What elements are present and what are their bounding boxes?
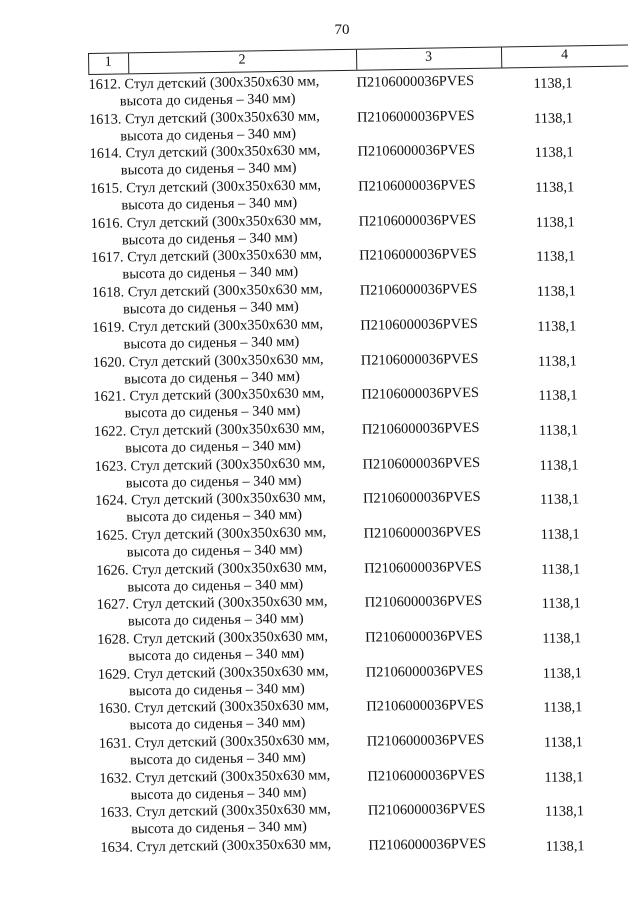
row-number: 1624. <box>94 492 128 510</box>
row-number: 1628. <box>97 631 130 648</box>
row-number: 1631. <box>98 735 132 752</box>
row-code: П2106000036PVES <box>367 801 486 820</box>
row-description-cell <box>92 281 363 319</box>
row-number: 1620. <box>92 353 126 371</box>
row-description-line2: высота до сиденья – 340 мм) <box>124 402 301 422</box>
row-description-line2: высота до сиденья – 340 мм) <box>125 472 302 492</box>
row-code: П2106000036PVES <box>360 350 479 369</box>
header-col-2: 2 <box>238 52 246 68</box>
table-body <box>88 69 640 875</box>
row-code: П2106000036PVES <box>363 523 482 542</box>
row-number: 1616. <box>90 215 124 232</box>
row-code: П2106000036PVES <box>356 72 475 91</box>
row-code: П2106000036PVES <box>361 385 480 403</box>
row-description-line2: высота до сиденья – 340 мм) <box>128 645 305 665</box>
row-price: 1138,1 <box>540 526 580 543</box>
row-number: 1619. <box>92 319 125 336</box>
row-price: 1138,1 <box>536 248 576 266</box>
row-price: 1138,1 <box>536 283 576 301</box>
row-description-line1: Стул детский (300х350х630 мм, <box>134 697 330 717</box>
row-description-line1: Стул детский (300х350х630 мм, <box>127 281 323 301</box>
row-description-line2: высота до сиденья – 340 мм) <box>122 298 299 318</box>
row-description-cell <box>98 697 369 735</box>
header-col-1: 1 <box>104 54 112 70</box>
row-description-line1: Стул детский (300х350х630 мм, <box>125 142 321 162</box>
row-price: 1138,1 <box>541 560 581 578</box>
row-code: П2106000036PVES <box>364 593 483 612</box>
row-description-cell <box>100 836 370 857</box>
row-description-line2: высота до сиденья – 340 мм) <box>129 715 306 734</box>
row-number: 1612. <box>88 76 122 93</box>
row-code: П2106000036PVES <box>366 731 485 750</box>
row-price: 1138,1 <box>539 491 580 509</box>
row-number: 1618. <box>91 284 125 302</box>
row-description-line2: высота до сиденья – 340 мм) <box>122 264 299 283</box>
row-description-line1: Стул детский (300х350х630 мм, <box>135 767 331 787</box>
row-price: 1138,1 <box>533 75 573 93</box>
row-code: П2106000036PVES <box>366 697 484 716</box>
row-number: 1625. <box>95 527 129 544</box>
row-description-cell <box>95 524 366 562</box>
row-description-cell <box>94 420 365 458</box>
row-code: П2106000036PVES <box>356 107 475 126</box>
row-code: П2106000036PVES <box>360 315 478 334</box>
row-price: 1138,1 <box>538 387 578 405</box>
row-description-cell <box>91 246 362 284</box>
row-number: 1623. <box>94 458 128 475</box>
row-code: П2106000036PVES <box>362 454 481 473</box>
row-code: П2106000036PVES <box>361 419 480 438</box>
row-description-line2: высота до сиденья – 340 мм) <box>128 680 305 700</box>
row-number: 1630. <box>98 700 131 718</box>
row-description-line1: Стул детский (300х350х630 мм, <box>136 836 332 856</box>
row-description-cell <box>89 142 360 180</box>
row-price: 1138,1 <box>543 699 583 717</box>
row-description-cell <box>88 73 359 111</box>
row-description-line1: Стул детский (300х350х630 мм, <box>128 316 324 336</box>
row-price: 1138,1 <box>535 214 575 231</box>
row-number: 1621. <box>93 388 126 406</box>
row-code: П2106000036PVES <box>364 558 482 577</box>
row-description-cell <box>90 177 361 215</box>
row-description-cell <box>93 350 364 388</box>
row-number: 1632. <box>99 770 132 787</box>
row-description-line2: высота до сиденья – 340 мм) <box>121 194 298 214</box>
row-number: 1633. <box>99 804 133 822</box>
row-description-line2: высота до сиденья – 340 мм) <box>123 368 300 387</box>
row-description-line2: высота до сиденья – 340 мм) <box>119 90 296 110</box>
row-code: П2106000036PVES <box>367 766 486 785</box>
row-price: 1138,1 <box>534 144 574 162</box>
row-description-line2: высота до сиденья – 340 мм) <box>125 437 302 457</box>
row-number: 1627. <box>96 596 130 614</box>
row-code: П2106000036PVES <box>365 627 483 646</box>
row-number: 1622. <box>93 423 127 440</box>
row-price: 1138,1 <box>533 110 574 127</box>
row-description-line1: Стул детский (300х350х630 мм, <box>127 246 323 266</box>
row-description-cell <box>93 385 364 423</box>
row-price: 1138,1 <box>535 179 575 197</box>
row-description-line1: Стул детский (300х350х630 мм, <box>129 420 325 440</box>
row-description-cell <box>91 211 362 249</box>
row-price: 1138,1 <box>542 665 582 682</box>
row-number: 1615. <box>90 180 123 198</box>
row-number: 1634. <box>100 839 134 857</box>
row-number: 1614. <box>89 145 123 163</box>
row-description-line1: Стул детский (300х350х630 мм, <box>128 350 324 370</box>
row-number: 1613. <box>88 111 122 128</box>
row-description-line1: Стул детский (300х350х630 мм, <box>124 108 320 128</box>
row-description-line1: Стул детский (300х350х630 мм, <box>130 489 326 509</box>
row-description-cell <box>96 558 367 596</box>
row-description-line1: Стул детский (300х350х630 мм, <box>126 212 322 232</box>
row-description-line2: высота до сиденья – 340 мм) <box>120 160 297 179</box>
row-number: 1629. <box>97 666 131 683</box>
row-description-line2: высота до сиденья – 340 мм) <box>126 506 303 526</box>
row-code: П2106000036PVES <box>358 176 476 195</box>
row-description-line2: высота до сиденья – 340 мм) <box>121 229 298 249</box>
row-description-line2: высота до сиденья – 340 мм) <box>131 819 307 838</box>
row-description-cell <box>89 107 360 145</box>
header-col-4: 4 <box>560 47 569 63</box>
row-description-line1: Стул детский (300х350х630 мм, <box>124 73 320 93</box>
row-code: П2106000036PVES <box>357 142 476 161</box>
header-col-3: 3 <box>424 49 433 65</box>
row-code: П2106000036PVES <box>368 835 487 854</box>
row-description-line1: Стул детский (300х350х630 мм, <box>133 662 329 683</box>
row-description-line1: Стул детский (300х350х630 мм, <box>133 628 329 648</box>
row-price: 1138,1 <box>539 456 579 474</box>
row-number: 1617. <box>91 249 124 267</box>
row-price: 1138,1 <box>537 318 577 335</box>
row-code: П2106000036PVES <box>358 211 477 230</box>
row-description-line2: высота до сиденья – 340 мм) <box>129 749 306 769</box>
row-price: 1138,1 <box>545 838 585 856</box>
row-description-line1: Стул детский (300х350х630 мм, <box>126 177 321 197</box>
row-description-line2: высота до сиденья – 340 мм) <box>127 610 304 630</box>
row-description-line1: Стул детский (300х350х630 мм, <box>130 454 326 474</box>
row-description-cell <box>97 628 368 666</box>
row-code: П2106000036PVES <box>359 281 478 299</box>
row-description-line1: Стул детский (300х350х630 мм, <box>132 558 327 578</box>
row-description-cell <box>99 766 370 804</box>
row-price: 1138,1 <box>541 595 581 613</box>
row-description-cell <box>97 593 368 631</box>
row-description-cell <box>98 662 369 700</box>
row-description-line2: высота до сиденья – 340 мм) <box>120 125 297 145</box>
row-code: П2106000036PVES <box>362 489 481 507</box>
row-price: 1138,1 <box>544 769 584 786</box>
row-description-line1: Стул детский (300х350х630 мм, <box>129 385 325 405</box>
price-table <box>88 45 640 875</box>
page-number: 70 <box>334 22 350 38</box>
row-description-line2: высота до сиденья – 340 мм) <box>127 576 304 596</box>
row-description-cell <box>99 732 370 770</box>
row-price: 1138,1 <box>538 422 579 439</box>
row-price: 1138,1 <box>544 803 585 821</box>
row-price: 1138,1 <box>537 352 578 370</box>
row-description-line2: высота до сиденья – 340 мм) <box>130 784 307 804</box>
row-description-cell <box>100 801 371 839</box>
row-description-line1: Стул детский (300х350х630 мм, <box>134 732 330 752</box>
row-code: П2106000036PVES <box>365 662 484 681</box>
row-description-cell <box>94 454 365 492</box>
row-description-line1: Стул детский (300х350х630 мм, <box>135 801 331 821</box>
row-description-line2: высота до сиденья – 340 мм) <box>123 333 300 353</box>
row-description-line1: Стул детский (300х350х630 мм, <box>132 593 328 613</box>
row-description-cell <box>92 316 363 354</box>
row-price: 1138,1 <box>543 734 584 751</box>
table-row <box>100 832 640 875</box>
row-code: П2106000036PVES <box>359 246 477 265</box>
row-number: 1626. <box>96 562 129 579</box>
row-description-line1: Стул детский (300х350х630 мм, <box>131 524 327 544</box>
row-description-line2: высота до сиденья – 340 мм) <box>126 541 303 561</box>
row-price: 1138,1 <box>542 630 582 647</box>
row-description-cell <box>95 489 366 527</box>
